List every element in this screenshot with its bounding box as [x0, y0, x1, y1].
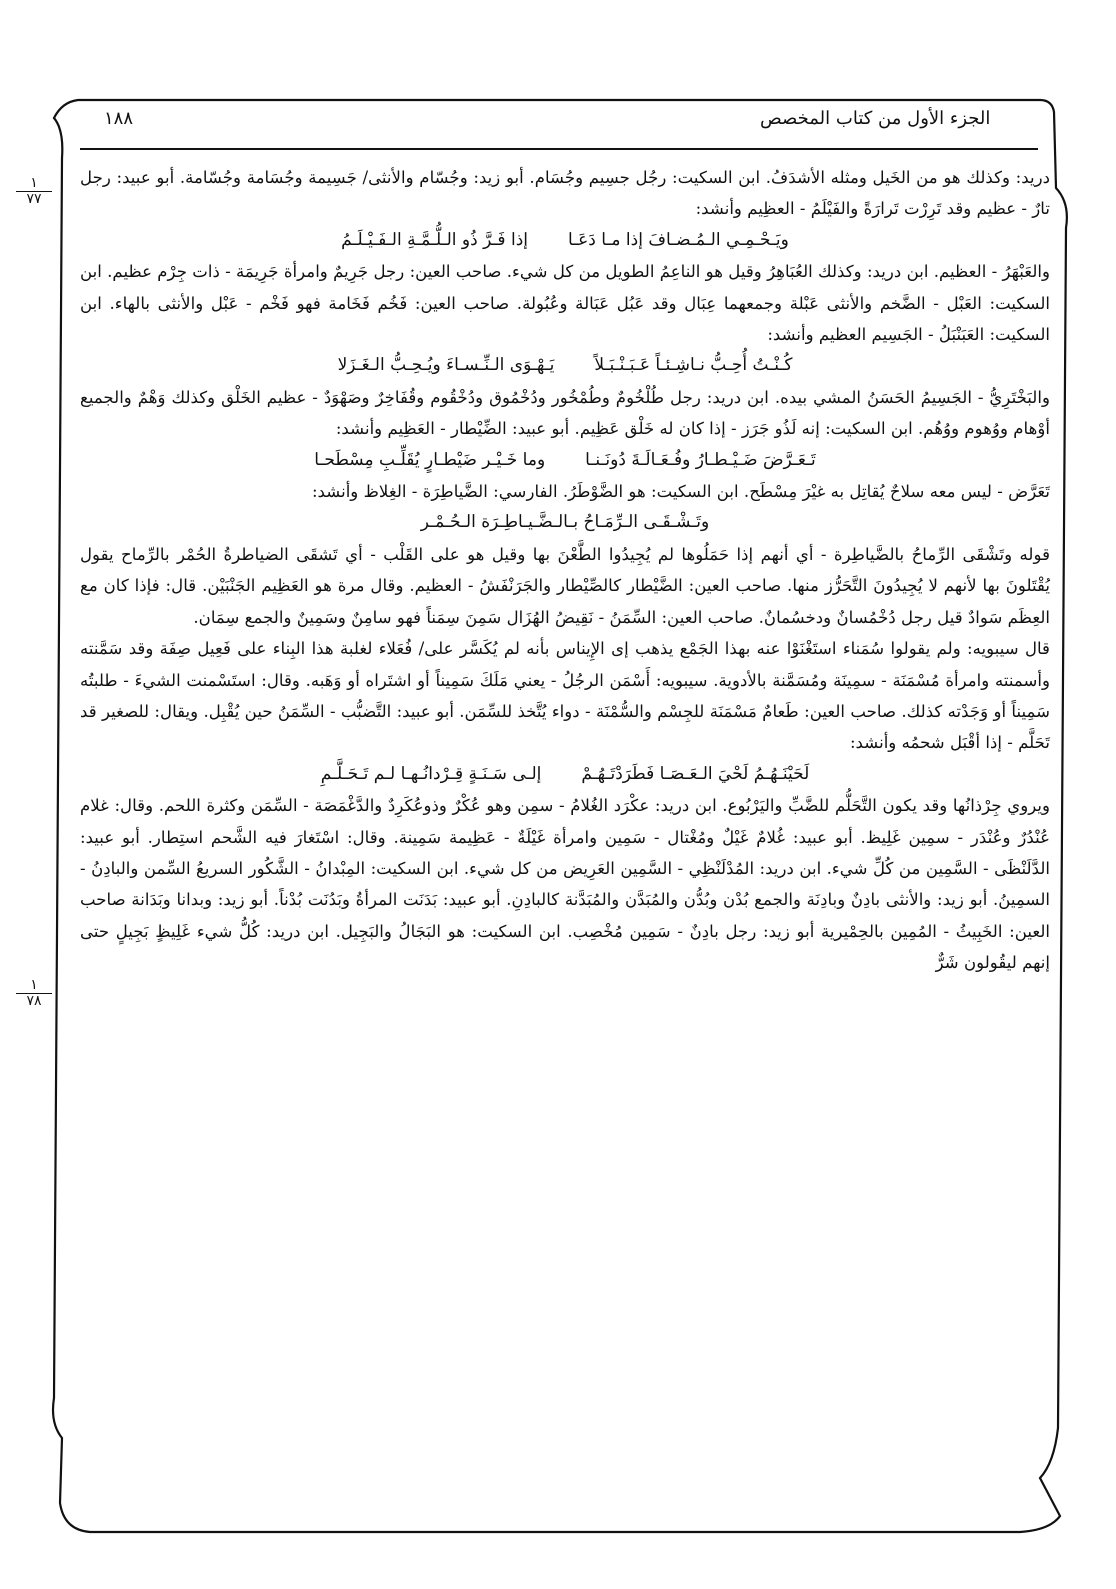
margin-folio-mark — [16, 978, 52, 1009]
verse-line — [80, 759, 1050, 790]
verse-line: وتَـشْـقَـى الـرِّمَـاحُ بـالـضَّـيـاطِـرَة الـحُـمْـر — [420, 512, 710, 533]
folio-bottom: ٧٨ — [26, 993, 42, 1009]
paragraph: دريد: وكذلك هو من الخَيل ومثله الأشدَفُ. ابن السكيت: رجُل جسِيم وجُسَام. أبو زيد: وجُسّام والأنثى/ جَسِيمة وجُسَامة وجُسّامة. أبو عبيد: رجل تارٌ - عظيم وقد تَرِرْت تَرارَةً والفَيْلَمُ - العظِيم وأنشد: — [80, 168, 1050, 219]
paragraph: قوله وتَشْقَى الرِّماحُ بالضَّياطِرة - أي أنهم إذا حَمَلُوها لم يُجِيدُوا الطَّعْنَ بها وقيل هو على القَلْب - أي تَشقَى الضياطرةُ الحُمْر بالرِّماح يقول يُقْتَلونَ بها لأنهم لا يُجِيدُونَ التَّحَرُّز منها. صاحب العين: الضَّيْطار كالصِّيْطار والجَرَنْفَشُ - العظيم. وقال مرة هو العَظِيم الجَنْبَيْن. قال: فإذا كان مع العِظَم سَوادٌ قيل رجل دُخْمُسانٌ ودخسُمانٌ. صاحب العين: السِّمَنُ - نَقِيضُ الهُزَال سَمِنَ سِمَناً فهو سامِنٌ وسَمِينٌ والجمع سِمَان. — [80, 544, 1050, 627]
verse-hemistich: وما خَـيْـر ضَيْطـارٍ يُقَلِّـبِ مِسْطَحـا — [314, 449, 546, 470]
paragraph: تَعَرَّض - ليس معه سلاحٌ يُقاتِل به غيْرَ مِسْطَح. ابن السكيت: هو الضَّوْطَرُ. الفارسي: الضَّياطِرَة - الغِلاظ وأنشد: — [311, 482, 1050, 502]
folio-top: ١ — [16, 978, 52, 994]
margin-folio-mark — [16, 176, 52, 207]
running-header-title: الجزء الأول من كتاب المخصص — [760, 108, 991, 129]
paragraph: والعَبْهَرُ - العظيم. ابن دريد: وكذلك العُبَاهِرُ وقيل هو الناعِمُ الطويل من كل شيء. صاحب العين: رجل جَرِيمٌ وامرأة جَرِيمَة - ذات جِرْم عظيم. ابن السكيت: العَبْل - الضَّخم والأنثى عَبْلة وجمعهما عِبَال وقد عَبُل عَبَالة وعُبُولة. صاحب العين: فَخُم فَخَامة فهو فَخْم - عَبْل والأنثى بالهاء. ابن السكيت: العَبَنْبَلُ - الجَسِيم العظيم وأنشد: — [80, 262, 1050, 345]
folio-bottom: ٧٧ — [26, 191, 42, 207]
page-number: ١٨٨ — [104, 108, 134, 129]
folio-top: ١ — [16, 176, 52, 192]
verse-hemistich: إلـى سَـنَـةٍ قِـرْدانُـهـا لـم تَـحَـلَّـمِ — [320, 763, 542, 784]
header-rule — [80, 148, 1038, 150]
verse-line — [80, 445, 1050, 476]
verse-hemistich: لَحَيْنَـهُـمُ لَحْيَ الـعَـصَـا فَطَرَدْتَـهُـمْ — [581, 763, 810, 784]
verse-hemistich: يَـهْـوَى الـنِّـسـاءَ ويُـحِـبُّ الـغَـزَلا — [337, 355, 555, 376]
paragraph: ويروي جِرْذانُها وقد يكون التَّحَلُّم للضَّبِّ واليَرْبُوع. ابن دريد: عكْرَد الغُلامُ - سمِن وهو عُكْرٌ وذوعُكَرِدٌ والدَّغْمَصَة - السِّمَن وكثرة اللحم. وقال: غلام عُنْدُرٌ وعُنْدَر - سمِين غَلِيظ. أبو عبيد: غُلامٌ غَيْلٌ ومُغْتال - سَمِين وامرأة غَيْلَةٌ - عَظِيمة سَمِينة. وقال: اسْتَغارَ فيه الشَّحم استِطار. أبو عبيد: الدَّلَنْظَى - السَّمِين من كُلِّ شيء. ابن دريد: المُدْلَنْظِي - السَّمِين العَرِيض من كل شيء. ابن السكيت: المِبْدانُ - الشَّكُور السريعُ السِّمن والبادِنُ - السمِينُ. أبو زيد: والأنثى بادِنٌ وبادِنَة والجمع بُدْن وبُدُّن والمُبَدَّن والمُبَدَّنة كالبادِنِ. أبو عبيد: بَدَنَت المرأةُ وبَدُنَت بُدْناً. أبو زيد: وبدانا وبَدَانة صاحب العين: الخَبِيثُ - المُمِين بالحِمْيرية أبو زيد: رجل بادِنٌ - سَمِين مُخْصِب. ابن السكيت: هو البَجَالُ والبَجِيل. ابن دريد: كُلُّ شيء غَلِيظٍ بَجِيلٍ حتى إنهم ليقُولون شَرٌّ — [80, 796, 1050, 973]
paragraph: والبَخْتَرِيُّ - الجَسِيمُ الحَسَنُ المشي بيده. ابن دريد: رجل طُلْخُومٌ وطُمْخُور ودُخْمُوق ودُخْقُوم وقُفَاخِرٌ وصَهْوَدٌ - عظيم الخَلْق وكذلك وَهْمٌ والجميع أوْهام ووُهوم ووُهُم. ابن السكيت: إنه لَذُو جَرَز - إذا كان له خَلْق عَظِيم. أبو عبيد: الضِّيْطار - العَظِيم وأنشد: — [80, 387, 1050, 439]
verse-hemistich: ويَـحْـمِـي الـمُـضـافَ إذا مـا دَعَـا — [567, 229, 789, 250]
verse-hemistich: تَـعَـرَّضَ ضَـيْـطـارُ وفُـعَـالَـةَ دُونَـنـا — [585, 449, 816, 470]
verse-line — [80, 225, 1050, 256]
paragraph: قال سيبويه: ولم يقولوا سُمَناء استَغْنَوْا عنه بهذا الجَمْع يذهب إى الإِيناس بأنه لم يُكَسَّر على/ فُعَلاء لغلبة هذا البِناء على فَعِيل صِفَة وقد سَمَّنته وأسمنته وامرأة مُسْمَنَة - سمِينَة ومُسَمَّنة بالأدوية. سيبويه: أَسْمَن الرجُلُ - يعني مَلَكَ سَمِيناً أو اشتَراه أو وَهَبه. وقال: استَسْمنت الشيءَ - طلبتُه سَمِيناً أو وَجَدْته كذلك. صاحب العين: طَعامٌ مَسْمَنَة للجِسْم والسُّمْنَة - دواء يُتَّخذ للسِّمَن. أبو عبيد: التَّضبُّب - السِّمَنُ حين يُقْبِل. ويقال: للصغير قد تَحَلَّم - إذا أقْبَل شحمُه وأنشد: — [80, 639, 1050, 753]
verse-hemistich: إذا فَـرَّ ذُو الـلُّـمَّـةِ الـفَـيْـلَـمُ — [341, 229, 528, 250]
page-body — [80, 162, 1050, 979]
verse-line — [80, 350, 1050, 381]
verse-hemistich: كُـنْـتُ أُحِـبُّ نـاشِـئـاً عَـبَـنْـبَـلاً — [594, 355, 793, 376]
